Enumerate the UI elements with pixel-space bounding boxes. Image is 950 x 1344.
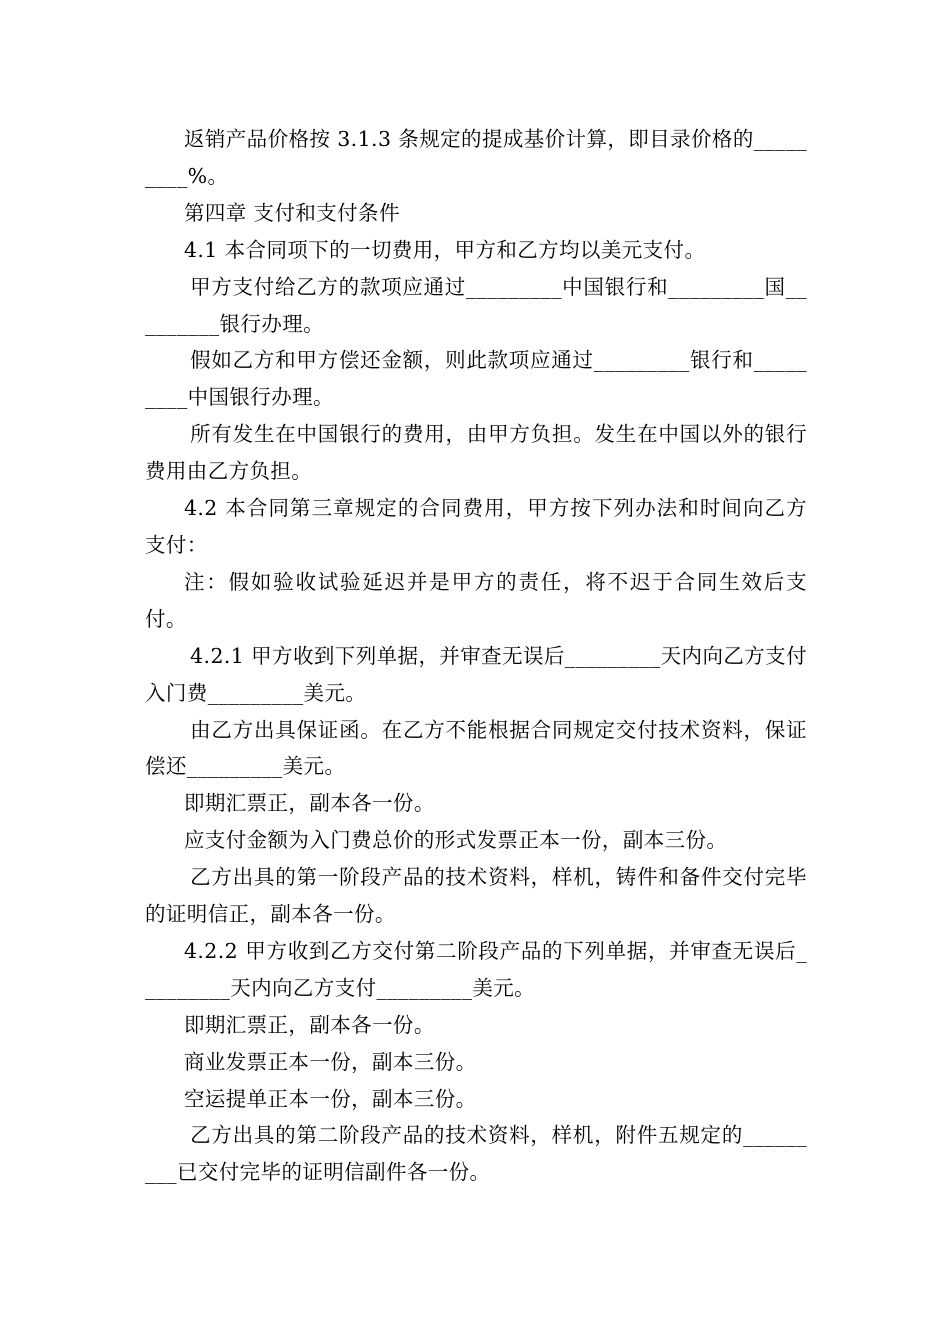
document-paragraph: 商业发票正本一份，副本三份。 xyxy=(183,1049,477,1074)
document-paragraph: 4.1 本合同项下的一切费用，甲方和乙方均以美元支付。 xyxy=(183,237,706,262)
document-paragraph: 即期汇票正，副本各一份。 xyxy=(183,1012,435,1037)
document-paragraph: 4.2.1 甲方收到下列单据，并审查无误后_________天内向乙方支付入门费_________美元。 xyxy=(145,643,807,705)
document-paragraph: 假如乙方和甲方偿还金额，则此款项应通过_________银行和_________中国银行办理。 xyxy=(145,348,807,410)
document-paragraph: 即期汇票正，副本各一份。 xyxy=(183,791,435,816)
document-body xyxy=(145,121,807,1191)
document-paragraph: 由乙方出具保证函。在乙方不能根据合同规定交付技术资料，保证偿还_________美元。 xyxy=(145,717,807,779)
document-paragraph: 第四章 支付和支付条件 xyxy=(183,200,400,225)
document-paragraph: 所有发生在中国银行的费用，由甲方负担。发生在中国以外的银行费用由乙方负担。 xyxy=(145,422,807,484)
document-paragraph: 4.2.2 甲方收到乙方交付第二阶段产品的下列单据，并审查无误后_________天内向乙方支付_________美元。 xyxy=(145,938,807,1000)
document-paragraph: 乙方出具的第二阶段产品的技术资料，样机，附件五规定的_________已交付完毕的证明信副件各一份。 xyxy=(145,1123,807,1185)
document-paragraph: 空运提单正本一份，副本三份。 xyxy=(183,1086,477,1111)
document-paragraph: 乙方出具的第一阶段产品的技术资料，样机，铸件和备件交付完毕的证明信正，副本各一份。 xyxy=(145,865,807,927)
document-paragraph: 4.2 本合同第三章规定的合同费用，甲方按下列办法和时间向乙方支付： xyxy=(145,496,807,557)
document-paragraph: 返销产品价格按 3.1.3 条规定的提成基价计算，即目录价格的_________%。 xyxy=(145,127,807,188)
document-paragraph: 注：假如验收试验延迟并是甲方的责任，将不迟于合同生效后支付。 xyxy=(145,569,807,631)
document-paragraph: 应支付金额为入门费总价的形式发票正本一份，副本三份。 xyxy=(183,828,728,853)
document-paragraph: 甲方支付给乙方的款项应通过_________中国银行和_________国_________银行办理。 xyxy=(145,274,807,336)
